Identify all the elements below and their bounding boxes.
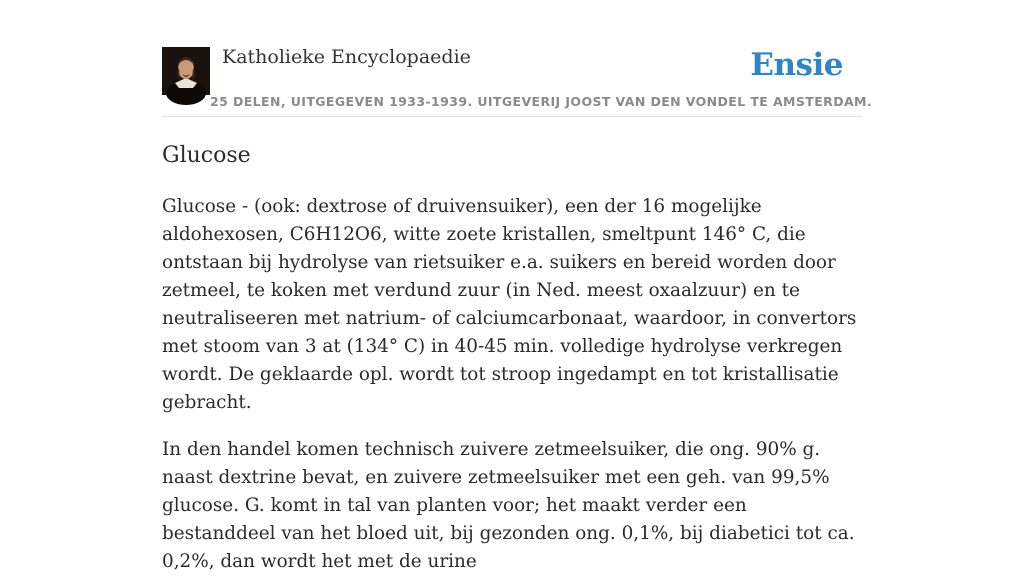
source-avatar[interactable]: [162, 47, 210, 95]
article-paragraph: Glucose - (ook: dextrose of druivensuiker), een der 16 mogelijke aldohexosen, C6H12O6, witte zoete kristallen, smeltpunt 146° C, die ontstaan bij hydrolyse van rietsuiker e.a. suikers en bereid worden door zetmeel, te koken met verdund zuur (in Ned. meest oxaalzuur) en te neutraliseeren met natrium- of calciumcarbonaat, waardoor, in convertors met stoom van 3 at (134° C) in 40-45 min. volledige hydrolyse verkregen wordt. De geklaarde opl. wordt tot stroop ingedampt en tot kristallisatie gebracht.: [162, 196, 857, 413]
brand-logo-link[interactable]: Ensie: [750, 47, 843, 83]
source-subtitle: 25 DELEN, UITGEGEVEN 1933-1939. UITGEVERIJ JOOST VAN DEN VONDEL TE AMSTERDAM.: [210, 94, 873, 109]
portrait-icon: [162, 47, 210, 95]
source-header: [162, 0, 873, 117]
source-title[interactable]: Katholieke Encyclopaedie: [222, 46, 471, 68]
article-paragraph: In den handel komen technisch zuivere zetmeelsuiker, die ong. 90% g. naast dextrine bevat, en zuivere zetmeelsuiker met een geh. van 99,5% glucose. G. komt in tal van planten voor; het maakt verder een bestanddeel van het bloed uit, bij gezonden ong. 0,1%, bij diabetici tot ca. 0,2%, dan wordt het met de urine: [162, 439, 855, 572]
page: [162, 0, 873, 572]
article-title: Glucose: [162, 143, 251, 168]
